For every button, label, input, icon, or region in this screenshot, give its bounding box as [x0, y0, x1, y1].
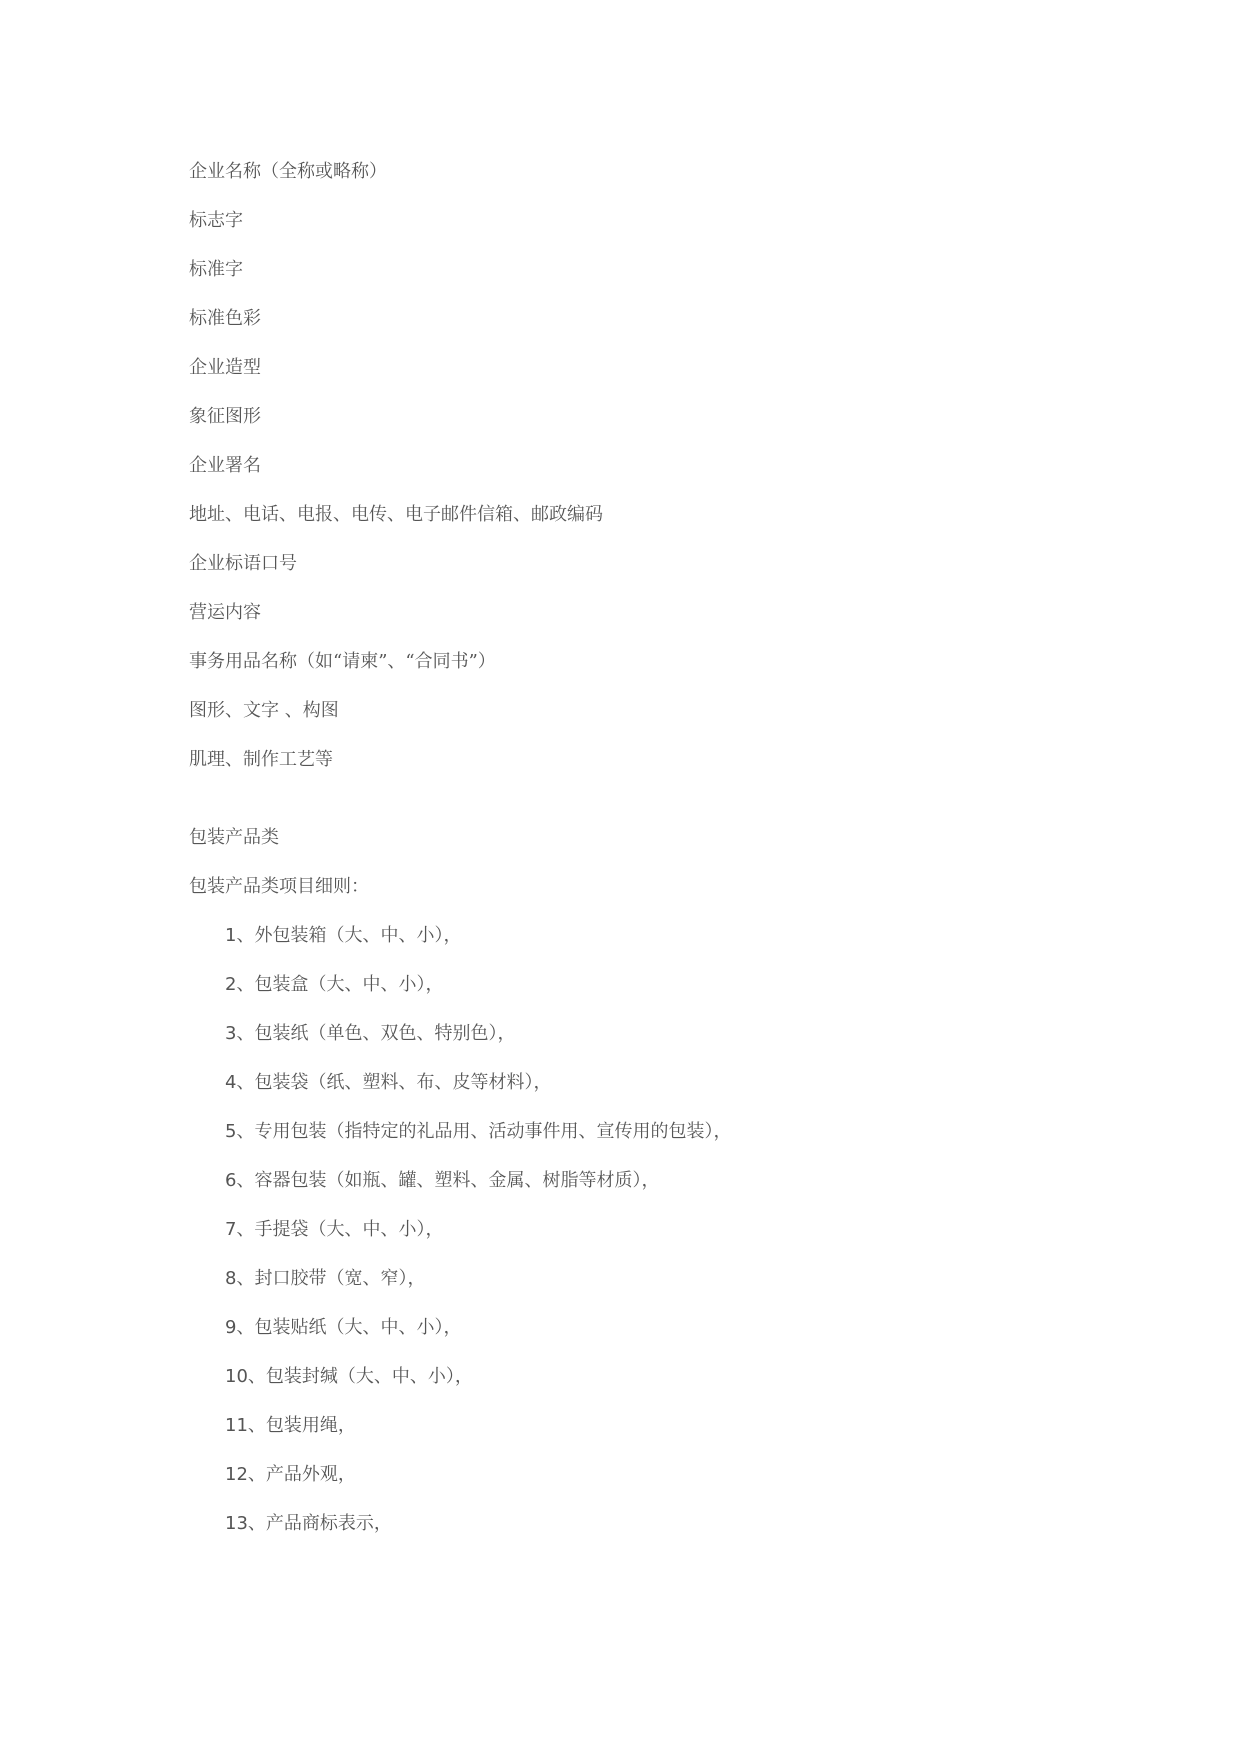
list-item	[225, 1414, 1089, 1438]
list-item-text: 、包装盒（大、中、小），	[236, 974, 444, 995]
text-line: 图形、文字 、构图	[189, 700, 339, 721]
packaging-item-list	[189, 924, 1089, 1536]
list-item	[225, 1120, 1089, 1144]
section-subheading: 包装产品类项目细则：	[189, 876, 369, 897]
text-line: 标准色彩	[189, 308, 261, 329]
list-item	[225, 1365, 1089, 1389]
list-item-number: 10	[225, 1366, 248, 1387]
list-item-text: 、包装贴纸（大、中、小），	[236, 1317, 462, 1338]
list-item	[225, 1022, 1089, 1046]
text-line: 营运内容	[189, 602, 261, 623]
text-line: 企业名称（全称或略称）	[189, 161, 387, 182]
text-line: 肌理、制作工艺等	[189, 749, 333, 770]
list-item	[225, 1463, 1089, 1487]
list-item-text: 、封口胶带（宽、窄），	[236, 1268, 426, 1289]
list-item-number: 12	[225, 1464, 248, 1485]
section-heading: 包装产品类	[189, 827, 279, 848]
list-item	[225, 1169, 1089, 1193]
list-item-text: 、手提袋（大、中、小），	[236, 1219, 444, 1240]
list-item-number: 13	[225, 1513, 248, 1534]
text-line: 企业署名	[189, 455, 261, 476]
list-item-number: 6	[225, 1170, 237, 1191]
list-item-text: 、外包装箱（大、中、小），	[236, 925, 462, 946]
document-content	[189, 160, 1089, 1561]
text-line: 企业标语口号	[189, 553, 297, 574]
list-item-text: 、包装封缄（大、中、小），	[247, 1366, 473, 1387]
list-item-text: 、包装用绳，	[247, 1415, 356, 1436]
list-item-number: 1	[225, 925, 237, 946]
text-line: 标志字	[189, 210, 243, 231]
text-line: 事务用品名称（如“请柬”、“合同书”）	[189, 651, 496, 672]
list-item-text: 、产品商标表示，	[247, 1513, 392, 1534]
list-item	[225, 973, 1089, 997]
list-item-number: 9	[225, 1317, 237, 1338]
list-item-number: 3	[225, 1023, 237, 1044]
list-item	[225, 924, 1089, 948]
text-line: 地址、电话、电报、电传、电子邮件信箱、邮政编码	[189, 504, 603, 525]
text-line: 企业造型	[189, 357, 261, 378]
text-line: 象征图形	[189, 406, 261, 427]
text-line: 标准字	[189, 259, 243, 280]
list-item-number: 4	[225, 1072, 237, 1093]
list-item-number: 2	[225, 974, 237, 995]
list-item	[225, 1267, 1089, 1291]
list-item-number: 8	[225, 1268, 237, 1289]
list-item	[225, 1316, 1089, 1340]
list-item	[225, 1218, 1089, 1242]
list-item	[225, 1071, 1089, 1095]
list-item-text: 、容器包装（如瓶、罐、塑料、金属、树脂等材质），	[236, 1170, 660, 1191]
list-item-text: 、产品外观，	[247, 1464, 356, 1485]
list-item-text: 、专用包装（指特定的礼品用、活动事件用、宣传用的包装），	[236, 1121, 732, 1142]
list-item-number: 5	[225, 1121, 237, 1142]
list-item-text: 、包装纸（单色、双色、特别色），	[236, 1023, 516, 1044]
list-item-number: 7	[225, 1219, 237, 1240]
section-gap	[189, 797, 1089, 826]
list-item-number: 11	[225, 1415, 248, 1436]
list-item-text: 、包装袋（纸、塑料、布、皮等材料），	[236, 1072, 552, 1093]
list-item	[225, 1512, 1089, 1536]
